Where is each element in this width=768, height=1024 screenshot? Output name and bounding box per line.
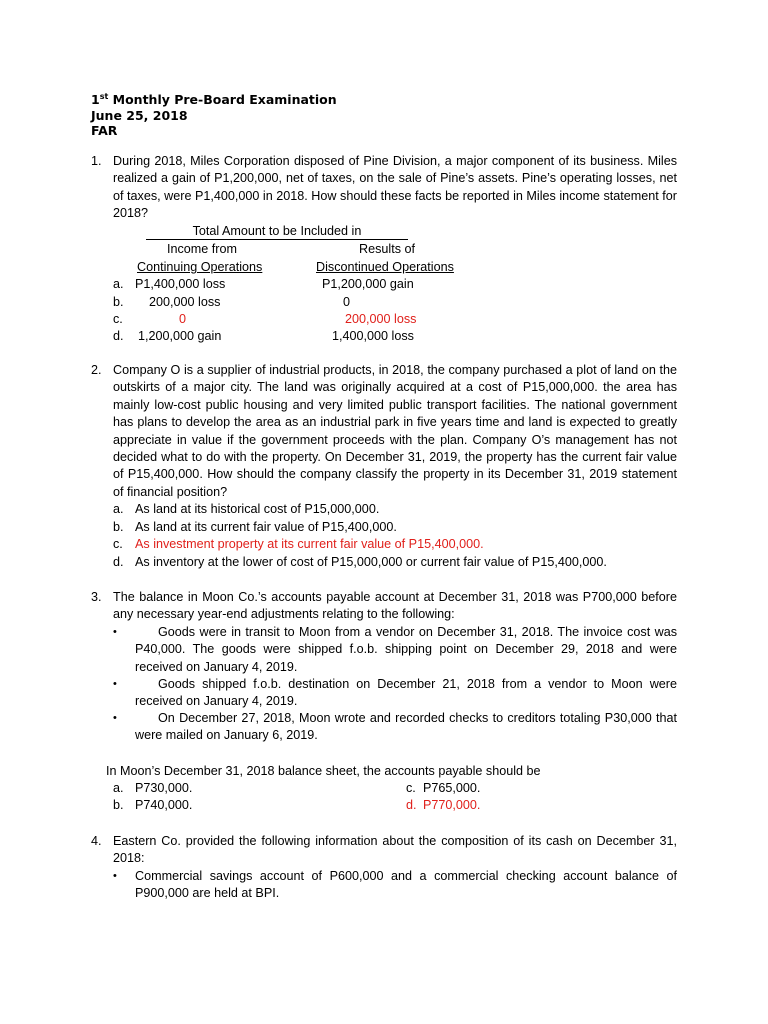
col2-header-line1: Results of	[359, 242, 415, 256]
exam-header	[91, 92, 337, 139]
question-number: 2.	[91, 363, 102, 377]
option-discontinued: P1,200,000 gain	[322, 277, 414, 291]
col1-header-line1: Income from	[167, 242, 237, 256]
table-title: Total Amount to be Included in	[146, 224, 408, 240]
exam-date: June 25, 2018	[91, 107, 188, 123]
answer-option-c: c. As investment property at its current fair value of P15,400,000.	[113, 537, 484, 551]
option-continuing: P1,400,000 loss	[135, 277, 226, 291]
option-continuing: 1,200,000 gain	[138, 329, 222, 343]
bullet-item: • On December 27, 2018, Moon wrote and recorded checks to creditors totaling P30,000 that were mailed on January 6, 2019.	[113, 711, 677, 743]
option-letter: c.	[113, 312, 123, 326]
question-number: 1.	[91, 154, 102, 168]
question-text: Eastern Co. provided the following information about the composition of its cash on December 31, 2018:	[113, 834, 677, 866]
question-2	[91, 362, 677, 501]
bullet-icon: •	[113, 870, 117, 882]
bullet-item: • Goods shipped f.o.b. destination on December 21, 2018 from a vendor to Moon were received on January 4, 2019.	[113, 677, 677, 709]
col1-header-line2: Continuing Operations	[137, 260, 263, 274]
option-a: a. P730,000.	[113, 781, 193, 795]
option-continuing: 200,000 loss	[149, 295, 221, 309]
bullet-item: • Goods were in transit to Moon from a vendor on December 31, 2018. The invoice cost was P40,000. The goods were shipped f.o.b. shipping point on December 29, 2018 and were received on January 4, 2019.	[113, 625, 677, 674]
bullet-icon: •	[113, 712, 117, 724]
exam-subject: FAR	[91, 123, 118, 138]
answer-continuing: 0	[179, 312, 187, 326]
exam-title: 1st Monthly Pre-Board Examination	[91, 91, 337, 107]
option-discontinued: 0	[343, 295, 351, 309]
answer-discontinued: 200,000 loss	[345, 312, 417, 326]
bullet-icon: •	[113, 626, 117, 638]
question-number: 3.	[91, 590, 102, 604]
question-text: Company O is a supplier of industrial products, in 2018, the company purchased a plot of land on the outskirts of a major city. The land was originally acquired at a cost of P15,000,000. the area has mainly low-cost public housing and very limited public transport facilities. The national government has plans to develop the area as an industrial park in five years time and land is expected to greatly appreciate in value if the government proceeds with the plan. Company O’s management has not decided what to do with the property. On December 31, 2019, the property has the current fair value of P15,400,000. How should the company classify the property in its December 31, 2019 statement of financial position?	[113, 363, 677, 499]
option-letter: a.	[113, 277, 124, 291]
col2-header-line2: Discontinued Operations	[316, 260, 454, 274]
option-discontinued: 1,400,000 loss	[332, 329, 414, 343]
question-text: During 2018, Miles Corporation disposed of Pine Division, a major component of its business. Miles realized a gain of P1,200,000, net of taxes, on the sale of Pine’s assets. Pine’s operating losses, net of taxes, were P1,400,000 in 2018. How should these facts be reported in Miles income statement for 2018?	[113, 154, 677, 221]
option-a: a. As land at its historical cost of P15,000,000.	[113, 502, 380, 516]
option-c: c. P765,000.	[406, 781, 481, 795]
question-number: 4.	[91, 834, 102, 848]
option-letter: b.	[113, 295, 124, 309]
question-3-prompt: In Moon’s December 31, 2018 balance sheet, the accounts payable should be	[106, 764, 541, 778]
bullet-icon: •	[113, 678, 117, 690]
option-letter: d.	[113, 329, 124, 343]
question-3	[91, 589, 677, 624]
option-b: b. As land at its current fair value of P15,400,000.	[113, 520, 397, 534]
question-4	[91, 833, 677, 868]
answer-option-d: d. P770,000.	[406, 798, 481, 812]
option-b: b. P740,000.	[113, 798, 193, 812]
title-superscript: st	[99, 91, 109, 101]
option-d: d. As inventory at the lower of cost of P15,000,000 or current fair value of P15,400,000.	[113, 555, 607, 569]
question-1	[91, 153, 677, 223]
question-text: The balance in Moon Co.’s accounts payable account at December 31, 2018 was P700,000 before any necessary year-end adjustments relating to the following:	[113, 590, 677, 622]
bullet-item: • Commercial savings account of P600,000 and a commercial checking account balance of P900,000 are held at BPI.	[113, 869, 677, 901]
